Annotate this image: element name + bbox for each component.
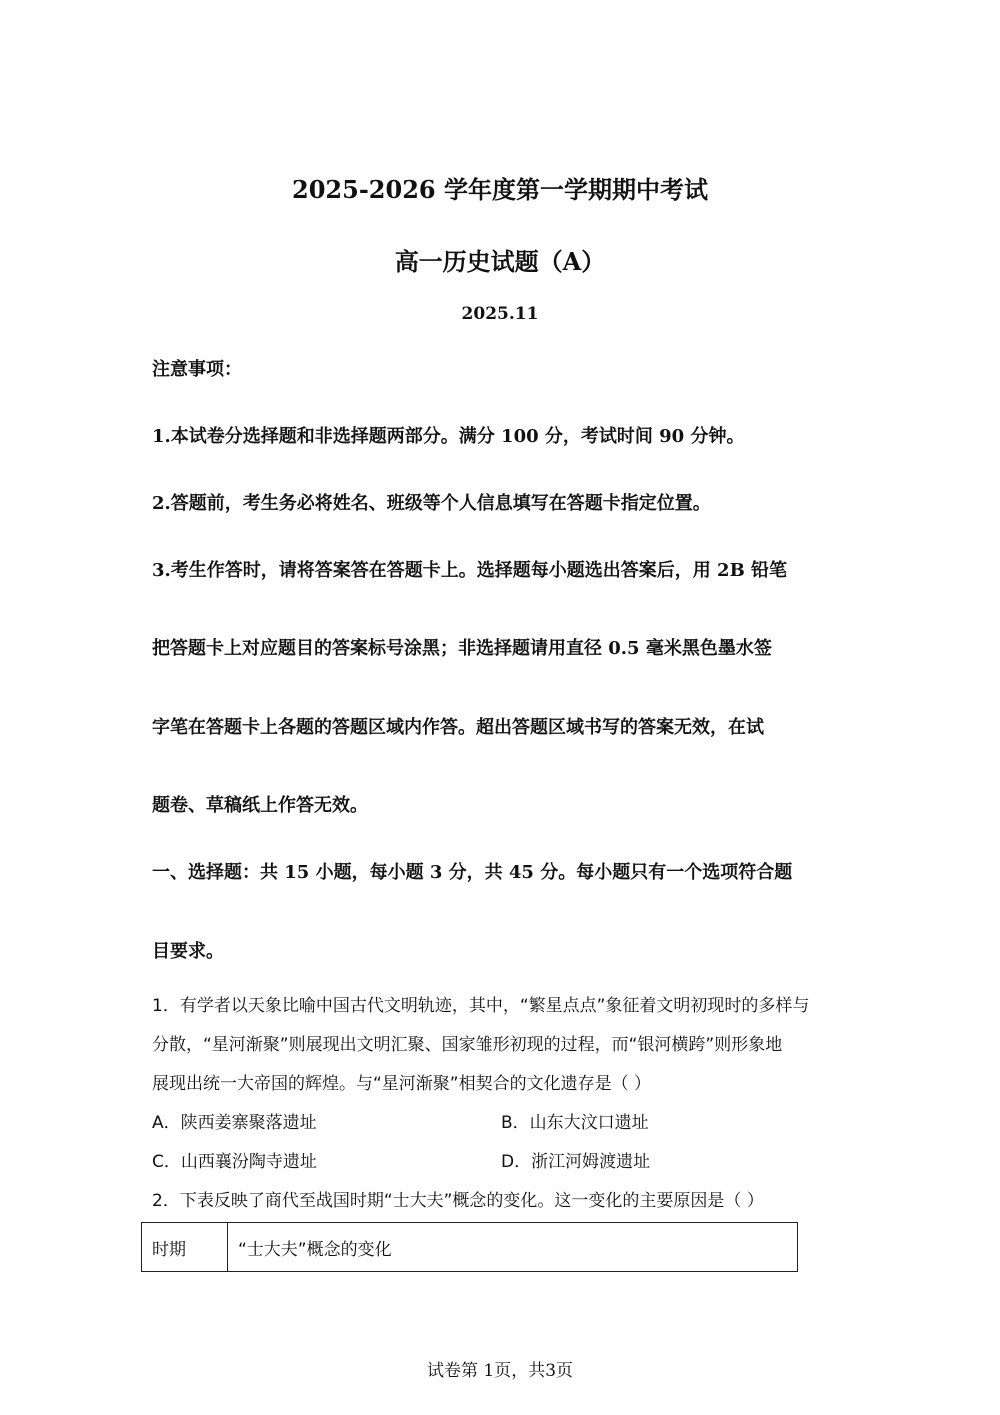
- exam-title: 2025-2026 学年度第一学期期中考试: [292, 175, 708, 204]
- question-1-option-d: D．浙江河姆渡遗址: [501, 1152, 651, 1172]
- question-1-option-b: B．山东大汶口遗址: [501, 1113, 649, 1133]
- note-item-1: 1.本试卷分选择题和非选择题两部分。满分 100 分，考试时间 90 分钟。: [152, 426, 745, 447]
- note-item-2: 2.答题前，考生务必将姓名、班级等个人信息填写在答题卡指定位置。: [152, 493, 711, 514]
- note-item-3-line-1: 3.考生作答时，请将答案答在答题卡上。选择题每小题选出答案后，用 2B 铅笔: [152, 560, 788, 581]
- notes-heading: 注意事项：: [152, 359, 242, 380]
- exam-date: 2025.11: [461, 304, 539, 324]
- question-1-line-2: 分散，“星河渐聚”则展现出文明汇聚、国家雏形初现的过程，而“银河横跨”则形象地: [152, 1035, 783, 1055]
- question-2-table: [141, 1222, 798, 1272]
- question-2-stem: 2．下表反映了商代至战国时期“士大夫”概念的变化。这一变化的主要原因是（ ）: [152, 1191, 764, 1211]
- page-footer: 试卷第 1页，共3页: [426, 1361, 574, 1381]
- note-item-3-line-2: 把答题卡上对应题目的答案标号涂黑；非选择题请用直径 0.5 毫米黑色墨水签: [152, 638, 772, 659]
- question-1-option-c: C．山西襄汾陶寺遗址: [152, 1152, 317, 1172]
- exam-subtitle: 高一历史试题（A）: [394, 247, 606, 276]
- table-header-concept-change: “士大夫”概念的变化: [238, 1240, 392, 1260]
- question-1-option-a: A．陕西姜寨聚落遗址: [152, 1113, 317, 1133]
- section-heading-line-2: 目要求。: [152, 941, 224, 962]
- question-1-line-3: 展现出统一大帝国的辉煌。与“星河渐聚”相契合的文化遗存是（ ）: [152, 1074, 652, 1094]
- note-item-3-line-3: 字笔在答题卡上各题的答题区域内作答。超出答题区域书写的答案无效，在试: [152, 717, 764, 738]
- note-item-3-line-4: 题卷、草稿纸上作答无效。: [152, 795, 368, 816]
- question-1-line-1: 1．有学者以天象比喻中国古代文明轨迹，其中，“繁星点点”象征着文明初现时的多样与: [152, 996, 810, 1016]
- table-header-period: 时期: [142, 1223, 228, 1271]
- section-heading-line-1: 一、选择题：共 15 小题，每小题 3 分，共 45 分。每小题只有一个选项符合题: [152, 862, 793, 883]
